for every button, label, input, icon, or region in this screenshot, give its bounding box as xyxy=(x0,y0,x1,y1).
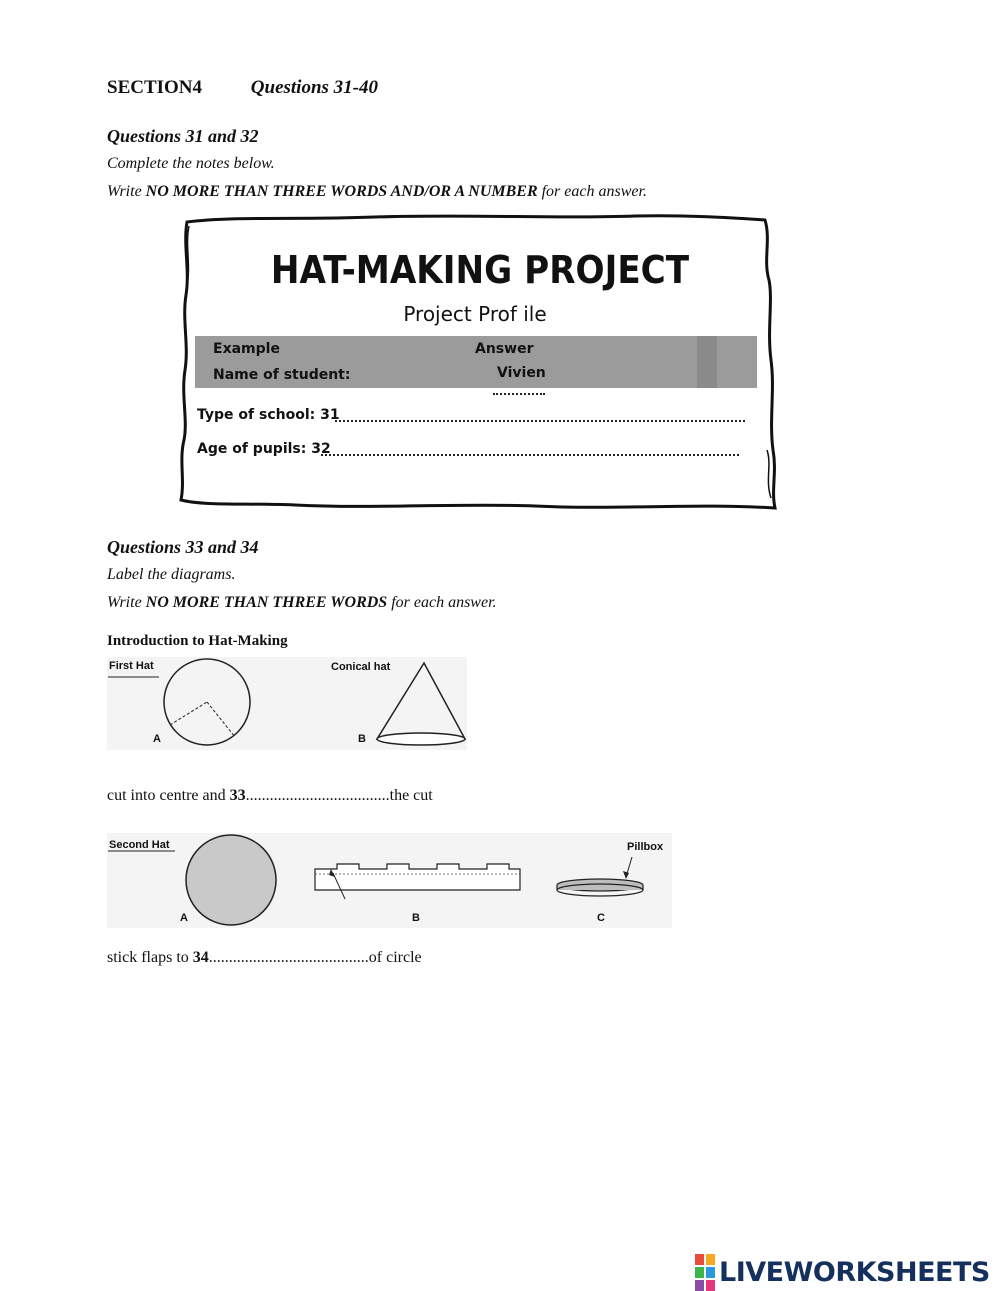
name-value: Vivien xyxy=(497,365,546,381)
limit-prefix: Write xyxy=(107,183,146,200)
section-questions: Questions 31-40 xyxy=(250,77,378,98)
first-hat-label: First Hat xyxy=(109,660,154,672)
logo-block xyxy=(706,1280,715,1291)
second-label-b: B xyxy=(412,912,420,924)
logo-block xyxy=(706,1267,715,1278)
logo-block xyxy=(695,1267,704,1278)
q33-34-word-limit xyxy=(107,594,497,612)
section-label: SECTION4 xyxy=(107,77,203,98)
card-subtitle: Project Prof ile xyxy=(403,302,547,326)
limit-suffix: for each answer. xyxy=(537,183,647,200)
q31-32-heading: Questions 31 and 32 xyxy=(107,126,259,146)
second-hat-diagram xyxy=(107,833,672,928)
name-label: Name of student: xyxy=(213,367,351,383)
second-label-c: C xyxy=(597,912,605,924)
limit-bold: NO MORE THAN THREE WORDS AND/OR A NUMBER xyxy=(145,183,538,200)
section-heading xyxy=(107,77,378,99)
age-label: Age of pupils: 32 xyxy=(197,441,331,457)
liveworksheets-logo[interactable] xyxy=(695,1254,990,1291)
logo-block xyxy=(695,1254,704,1265)
q34-number: 34 xyxy=(192,949,209,966)
logo-text: LIVEWORKSHEETS xyxy=(719,1257,990,1288)
second-hat-drawing xyxy=(107,833,672,928)
card-title: HAT-MAKING PROJECT xyxy=(270,248,690,292)
q33-number: 33 xyxy=(229,787,246,804)
q33-line xyxy=(107,787,433,805)
project-profile-card xyxy=(175,210,785,515)
name-underline xyxy=(493,393,545,395)
label-b: B xyxy=(358,733,366,745)
q34-suffix: of circle xyxy=(368,949,422,966)
q31-32-instruction: Complete the notes below. xyxy=(107,155,275,172)
logo-block xyxy=(695,1280,704,1291)
limit-bold: NO MORE THAN THREE WORDS xyxy=(145,594,388,611)
second-hat-label: Second Hat xyxy=(109,839,170,851)
q33-answer-blank[interactable]: .................................... xyxy=(245,787,390,804)
logo-blocks-icon xyxy=(695,1254,715,1291)
limit-suffix: for each answer. xyxy=(387,594,497,611)
limit-prefix: Write xyxy=(107,594,146,611)
school-answer-line[interactable] xyxy=(335,420,745,422)
q34-line xyxy=(107,949,422,967)
logo-block xyxy=(706,1254,715,1265)
age-answer-line[interactable] xyxy=(321,454,739,456)
q31-32-word-limit xyxy=(107,183,647,201)
q34-prefix: stick flaps to xyxy=(107,949,193,966)
first-hat-drawing xyxy=(107,657,467,750)
q33-prefix: cut into centre and xyxy=(107,787,230,804)
q33-suffix: the cut xyxy=(389,787,433,804)
second-label-a: A xyxy=(180,912,188,924)
q33-34-heading: Questions 33 and 34 xyxy=(107,537,259,557)
conical-hat-label: Conical hat xyxy=(331,661,391,673)
q34-answer-blank[interactable]: ........................................ xyxy=(208,949,369,966)
diagram-title: Introduction to Hat-Making xyxy=(107,633,288,649)
first-hat-diagram xyxy=(107,657,467,750)
label-a: A xyxy=(153,733,161,745)
band-shade xyxy=(697,336,717,388)
example-label: Example xyxy=(213,341,280,357)
answer-label: Answer xyxy=(475,341,534,357)
q33-34-instruction: Label the diagrams. xyxy=(107,566,236,583)
pillbox-label: Pillbox xyxy=(627,841,664,853)
school-label: Type of school: 31 xyxy=(197,407,340,423)
